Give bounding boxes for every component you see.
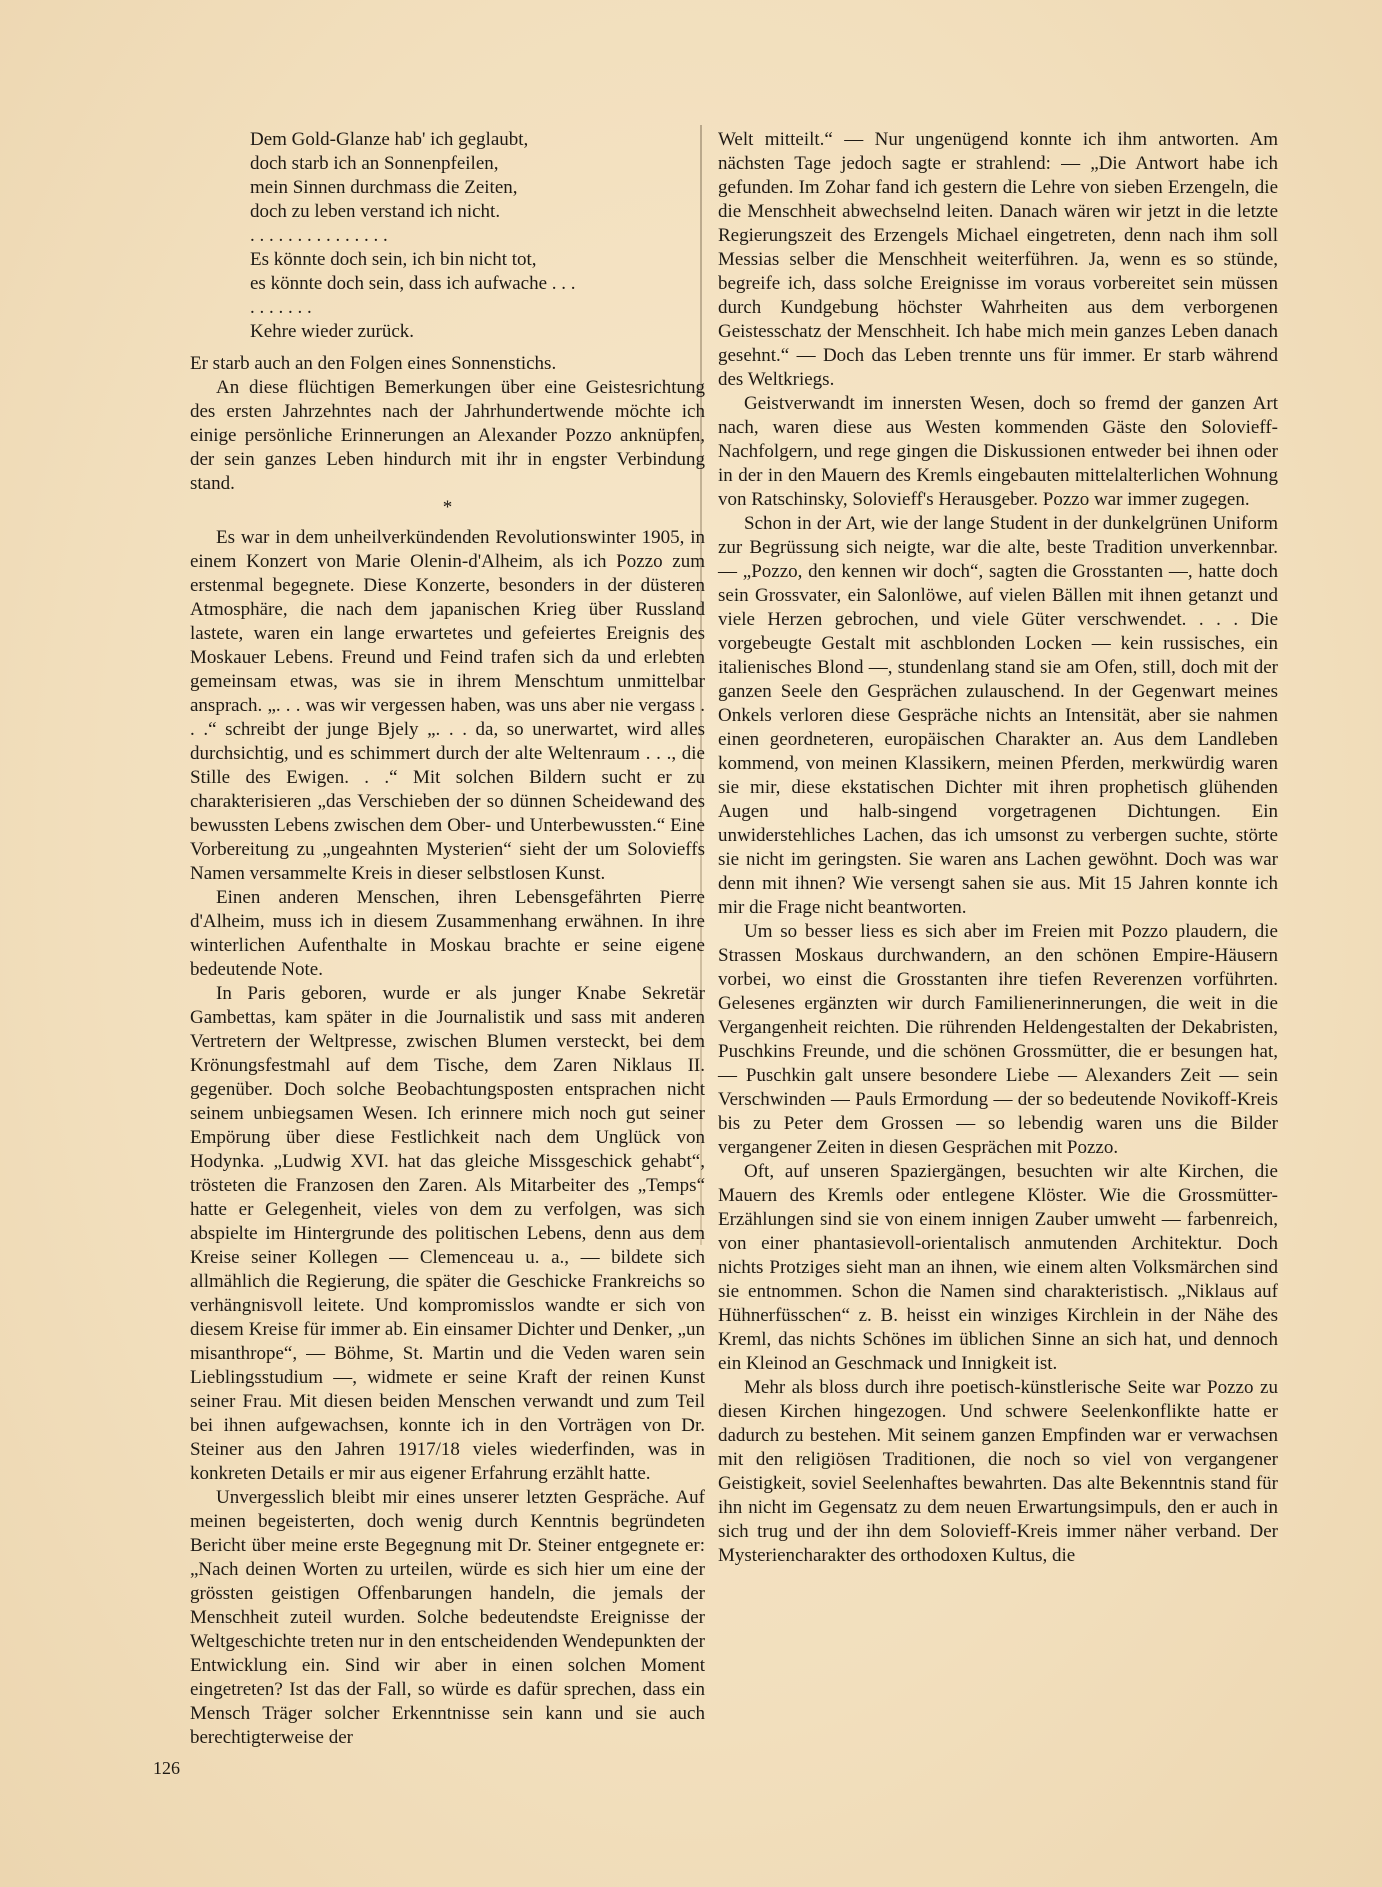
left-column: [190, 128, 705, 1750]
right-column: [718, 128, 1278, 1568]
paragraph: Um so besser liess es sich aber im Freien mit Pozzo plaudern, die Strassen Moskaus durchwandern, an den schönen Empire-Häusern vorbei, wo einst die Grosstanten ihre tiefen Reverenzen vorführten. Gelesenes ergänzten wir durch Familienerinnerungen, die weit in die Vergangenheit reichten. Die rührenden Heldengestalten der Dekabristen, Puschkins Freunde, und die schönen Grossmütter, die er besungen hat, — Puschkin galt unsere besondere Liebe — Alexanders Zeit — sein Verschwinden — Pauls Ermordung — der so bedeutende Novikoff-Kreis bis zu Peter dem Grossen — so lebendig waren uns die Bilder vergangener Zeiten in diesen Gesprächen mit Pozzo.: [718, 921, 1278, 1158]
page-number: 126: [153, 1758, 180, 1778]
poem-ellipsis: . . . . . . .: [250, 297, 312, 318]
poem-line: Kehre wieder zurück.: [250, 321, 415, 342]
paragraph: Welt mitteilt.“ — Nur ungenügend konnte ich ihm antworten. Am nächsten Tage jedoch sagte er strahlend: — „Die Antwort habe ich gefunden. Im Zohar fand ich gestern die Lehre von sieben Erzengeln, die die Menschheit abwechselnd leiten. Danach wären wir jetzt in die letzte Regierungszeit des Erzengels Michael eingetreten, denn nach ihm soll Messias selber die Menschheit weiterführen. Ja, wenn es so stünde, begreife ich, dass solche Ereignisse im voraus vorbereitet sein müssen durch Kundgebung höchster Wahrheiten aus dem verborgenen Geistesschatz der Menschheit. Ich habe mich mein ganzes Leben danach gesehnt.“ — Doch das Leben trennte uns für immer. Er starb während des Weltkriegs.: [718, 129, 1278, 390]
paragraph: Mehr als bloss durch ihre poetisch-künstlerische Seite war Pozzo zu diesen Kirchen hingezogen. Und schwere Seelenkonflikte hatte er dadurch zu bestehen. Mit seinem ganzen Empfinden war er verwachsen mit den religiösen Traditionen, die noch so viel von vergangener Geistigkeit, soviel Seelenhaftes bewahrten. Das alte Bekenntnis stand für ihn nicht im Gegensatz zu dem neuen Erwartungsimpuls, den er auch in sich trug und der ihn dem Solovieff-Kreis immer näher verband. Der Mysteriencharakter des orthodoxen Kultus, die: [718, 1377, 1278, 1566]
paragraph: Er starb auch an den Folgen eines Sonnenstichs.: [190, 353, 557, 374]
poem-line: es könnte doch sein, dass ich aufwache . . .: [250, 273, 576, 294]
poem-line: Dem Gold-Glanze hab' ich geglaubt,: [250, 129, 529, 150]
paragraph: Einen anderen Menschen, ihren Lebensgefährten Pierre d'Alheim, muss ich in diesem Zusammenhang erwähnen. In ihre winterlichen Aufenthalte in Moskau brachte er seine eigene bedeutende Note.: [190, 887, 705, 980]
poem-ellipsis: . . . . . . . . . . . . . . .: [250, 225, 388, 246]
paragraph: Geistverwandt im innersten Wesen, doch so fremd der ganzen Art nach, waren diese aus Westen kommenden Gäste den Solovieff-Nachfolgern, und rege gingen die Diskussionen entweder bei ihnen oder in der in den Mauern des Kremls eingebauten mittelalterlichen Wohnung von Ratschinsky, Solovieff's Herausgeber. Pozzo war immer zugegen.: [718, 393, 1278, 510]
paragraph: Oft, auf unseren Spaziergängen, besuchten wir alte Kirchen, die Mauern des Kremls oder entlegene Klöster. Wie die Grossmütter-Erzählungen sind sie von einem innigen Zauber umweht — farbenreich, von einer phantasievoll-orientalisch anmutenden Architektur. Doch nichts Protziges sieht man an ihnen, wie einem alten Volksmärchen sind sie entnommen. Schon die Namen sind charakteristisch. „Niklaus auf Hühnerfüsschen“ z. B. heisst ein winziges Kirchlein in der Nähe des Kreml, das nichts Schönes im üblichen Sinne an sich hat, und dennoch ein Kleinod an Geschmack und Innigkeit ist.: [718, 1161, 1278, 1374]
section-separator: *: [442, 497, 453, 518]
paragraph: An diese flüchtigen Bemerkungen über eine Geistesrichtung des ersten Jahrzehntes nach der Jahrhundertwende möchte ich einige persönliche Erinnerungen an Alexander Pozzo anknüpfen, der sein ganzes Leben hindurch mit ihr in engster Verbindung stand.: [190, 377, 705, 494]
paragraph: Unvergesslich bleibt mir eines unserer letzten Gespräche. Auf meinen begeisterten, doch wenig durch Kenntnis begründeten Bericht über meine erste Begegnung mit Dr. Steiner entgegnete er: „Nach deinen Worten zu urteilen, würde es sich hier um eine der grössten geistigen Offenbarungen handeln, die jemals der Menschheit zuteil wurden. Solche bedeutendste Ereignisse der Weltgeschichte treten nur in den entscheidenden Wendepunkten der Entwicklung ein. Sind wir aber in einen solchen Moment eingetreten? Ist das der Fall, so würde es dafür sprechen, dass ein Mensch Träger solcher Erkenntnisse sein kann und sie auch berechtigterweise der: [190, 1487, 705, 1748]
poem: [250, 128, 705, 344]
paragraph: Schon in der Art, wie der lange Student in der dunkelgrünen Uniform zur Begrüssung sich neigte, war die alte, beste Tradition unverkennbar. — „Pozzo, den kennen wir doch“, sagten die Grosstanten —, hatte doch sein Grossvater, ein Salonlöwe, auf vielen Bällen mit ihnen getanzt und viele Herzen gebrochen, und viele Güter verschwendet. . . . Die vorgebeugte Gestalt mit aschblonden Locken — kein russisches, ein italienisches Blond —, stundenlang stand sie am Ofen, still, doch mit der ganzen Seele den Gesprächen zulauschend. In der Gegenwart meines Onkels verloren diese Gespräche nichts an Intensität, aber sie nahmen einen geordneteren, europäischen Charakter an. Aus dem Landleben kommend, von meinen Klassikern, meinen Pferden, merkwürdig waren sie mir, diese ekstatischen Dichter mit ihren prophetisch glühenden Augen und halb-singend vorgetragenen Dichtungen. Ein unwiderstehliches Lachen, das ich umsonst zu verbergen suchte, störte sie nicht im geringsten. Sie waren ans Lachen gewöhnt. Doch was war denn mit ihnen? Wie versengt sahen sie aus. Mit 15 Jahren konnte ich mir die Frage nicht beantworten.: [718, 513, 1278, 918]
poem-line: doch starb ich an Sonnenpfeilen,: [250, 153, 499, 174]
paragraph: Es war in dem unheilverkündenden Revolutionswinter 1905, in einem Konzert von Marie Olenin-d'Alheim, als ich Pozzo zum erstenmal begegnete. Diese Konzerte, besonders in der düsteren Atmosphäre, die nach dem japanischen Krieg über Russland lastete, waren ein lange erwartetes und gefeiertes Ereignis des Moskauer Lebens. Freund und Feind trafen sich da und erlebten gemeinsam etwas, was sie in ihrem Menschtum unmittelbar ansprach. „. . . was wir vergessen haben, was uns aber nie vergass . . .“ schreibt der junge Bjely „. . . da, so unerwartet, wird alles durchsichtig, und es schimmert durch der alte Weltenraum . . ., die Stille des Ewigen. . .“ Mit solchen Bildern sucht er zu charakterisieren „das Verschieben der so dünnen Scheidewand des bewussten Lebens zwischen dem Ober- und Unterbewussten.“ Eine Vorbereitung zu „ungeahnten Mysterien“ sieht der um Solovieffs Namen versammelte Kreis in dieser selbstlosen Kunst.: [190, 527, 705, 884]
poem-line: Es könnte doch sein, ich bin nicht tot,: [250, 249, 537, 270]
poem-line: doch zu leben verstand ich nicht.: [250, 201, 501, 222]
paragraph: In Paris geboren, wurde er als junger Knabe Sekretär Gambettas, kam später in die Journalistik und sass mit anderen Vertretern der Weltpresse, zwischen Blumen versteckt, bei dem Krönungsfestmahl auf dem Tische, dem Zaren Niklaus II. gegenüber. Doch solche Beobachtungsposten entsprachen nicht seinem unbiegsamen Wesen. Ich erinnere mich noch gut seiner Empörung über diese Festlichkeit nach dem Unglück von Hodynka. „Ludwig XVI. hat das gleiche Missgeschick gehabt“, trösteten die Franzosen den Zaren. Als Mitarbeiter des „Temps“ hatte er Gelegenheit, vieles von dem zu verfolgen, was sich abspielte im Hintergrunde des politischen Lebens, denn aus dem Kreise seiner Kollegen — Clemenceau u. a., — bildete sich allmählich die Regierung, die später die Geschicke Frankreichs so verhängnisvoll leitete. Und kompromisslos wandte er sich von diesem Kreise für immer ab. Ein einsamer Dichter und Denker, „un misanthrope“, — Böhme, St. Martin und die Veden waren sein Lieblingsstudium —, widmete er seine Kraft der reinen Kunst seiner Frau. Mit diesen beiden Menschen verwandt und zum Teil bei ihnen aufgewachsen, konnte ich in den Vorträgen von Dr. Steiner aus den Jahren 1917/18 vieles wiederfinden, was in konkreten Details er mir aus eigener Erfahrung erzählt hatte.: [190, 983, 705, 1484]
poem-line: mein Sinnen durchmass die Zeiten,: [250, 177, 518, 198]
